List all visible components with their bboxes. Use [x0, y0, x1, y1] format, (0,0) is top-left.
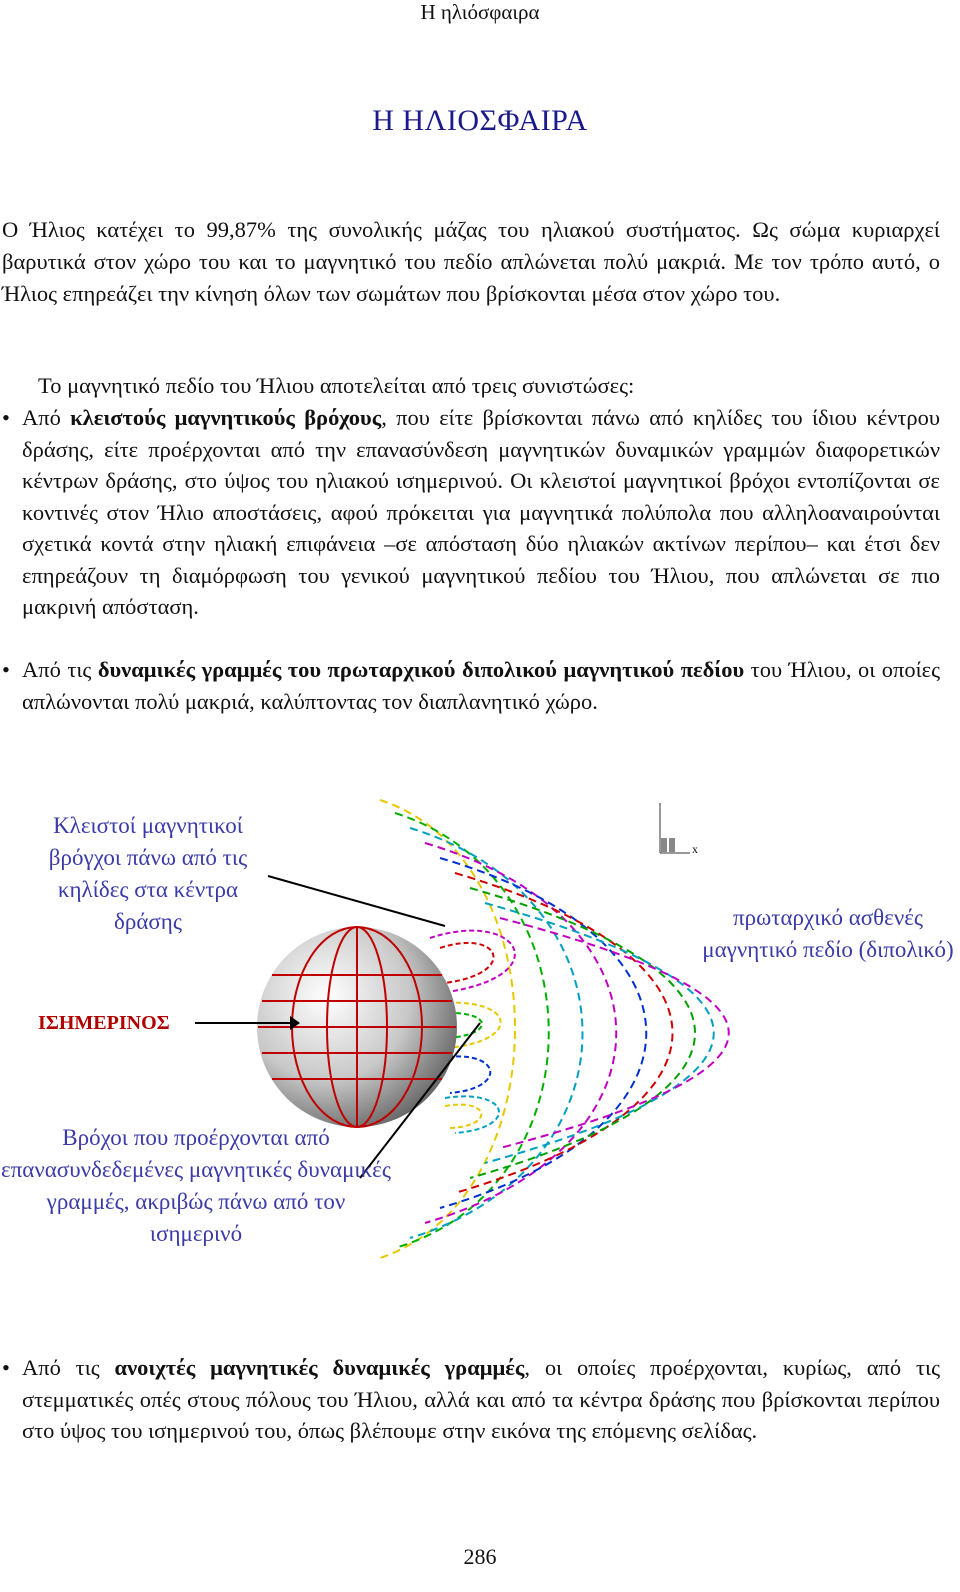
components-intro: Το μαγνητικό πεδίο του Ήλιου αποτελείται από τρεις συνιστώσες:	[38, 373, 635, 398]
intro-paragraph: Ο Ήλιος κατέχει το 99,87% της συνολικής μάζας του ηλιακού συστήματος. Ως σώμα κυριαρχεί βαρυτικά στον χώρο του και το μαγνητικό του πεδίο απλώνεται πολύ μακριά. Με τον τρόπο αυτό, ο Ήλιος επηρεάζει την κίνηση όλων των σωμάτων που βρίσκονται μέσα στον χώρο του.	[2, 217, 940, 306]
bullet-dipole-lines	[2, 654, 940, 717]
bullet-2-post: του Ήλιου, οι οποίες απλώνονται πολύ μακριά, καλύπτοντας τον διαπλανητικό χώρο.	[22, 657, 940, 714]
bullet-3-bold: ανοιχτές μαγνητικές δυναμικές γραμμές	[114, 1355, 525, 1380]
bullet-1-pre: Από	[22, 405, 71, 430]
bullet-1-post: , που είτε βρίσκονται πάνω από κηλίδες του ίδιου κέντρου δράσης, είτε προέρχονται από την επανασύνδεση μαγνητικών δυναμικών γραμμών διαφορετικών κέντρων δράσης, στο ύψος του ηλιακού ισημερινού. Οι κλειστοί μαγνητικοί βρόχοι εντοπίζονται σε κοντινές στον Ήλιο αποστάσεις, αφού πρόκειται για μαγνητικά πολύπολα που αλληλοαναιρούνται σχετικά κοντά στην ηλιακή επιφάνεια –σε απόσταση δύο ηλιακών ακτίνων περίπου– και έτσι δεν επηρεάζουν τη διαμόρφωση του γενικού μαγνητικού πεδίου του Ήλιου, που απλώνεται σε πιο μακρινή απόσταση.	[22, 405, 940, 619]
bullet-3-pre: Από τις	[22, 1355, 115, 1380]
bullet-symbol: •	[2, 1355, 10, 1380]
axis-icon	[660, 803, 690, 853]
axis-letter: x	[692, 842, 698, 856]
heliosphere-figure	[0, 798, 960, 1268]
sun-sphere	[257, 927, 457, 1127]
bullet-2-bold: δυναμικές γραμμές του πρωταρχικού διπολικού μαγνητικού πεδίου	[97, 657, 745, 682]
bullet-3-post: , οι οποίες προέρχονται, κυρίως, από τις στεμματικές οπές στους πόλους του Ήλιου, αλλά και από τα κέντρα δράσης που βρίσκονται περίπου στο ύψος του ισημερινού του, όπως βλέπουμε στην εικόνα της επόμενης σελίδας.	[22, 1355, 940, 1443]
running-header: Η ηλιόσφαιρα	[420, 0, 540, 24]
bullet-symbol: •	[2, 405, 10, 430]
bullet-2-pre: Από τις	[22, 657, 98, 682]
label-dipole-field: πρωταρχικό ασθενές μαγνητικό πεδίο (διπολικό)	[702, 905, 954, 962]
bullet-open-lines	[2, 1352, 940, 1447]
page-title: Η ΗΛΙΟΣΦΑΙΡΑ	[372, 104, 588, 137]
bullet-symbol: •	[2, 657, 10, 682]
label-reconnected-loops: Βρόχοι που προέρχονται από επανασυνδεδεμένες μαγνητικές δυναμικές γραμμές, ακριβώς πάνω από τον ισημερινό	[1, 1125, 391, 1246]
bullet-1-bold: κλειστούς μαγνητικούς βρόχους	[70, 405, 382, 430]
page-number: 286	[463, 1544, 497, 1569]
label-equator: ΙΣΗΜΕΡΙΝΟΣ	[38, 1012, 170, 1034]
bullet-closed-loops	[2, 402, 940, 623]
label-closed-loops: Κλειστοί μαγνητικοί βρόγχοι πάνω από τις κηλίδες στα κέντρα δράσης	[48, 813, 248, 934]
